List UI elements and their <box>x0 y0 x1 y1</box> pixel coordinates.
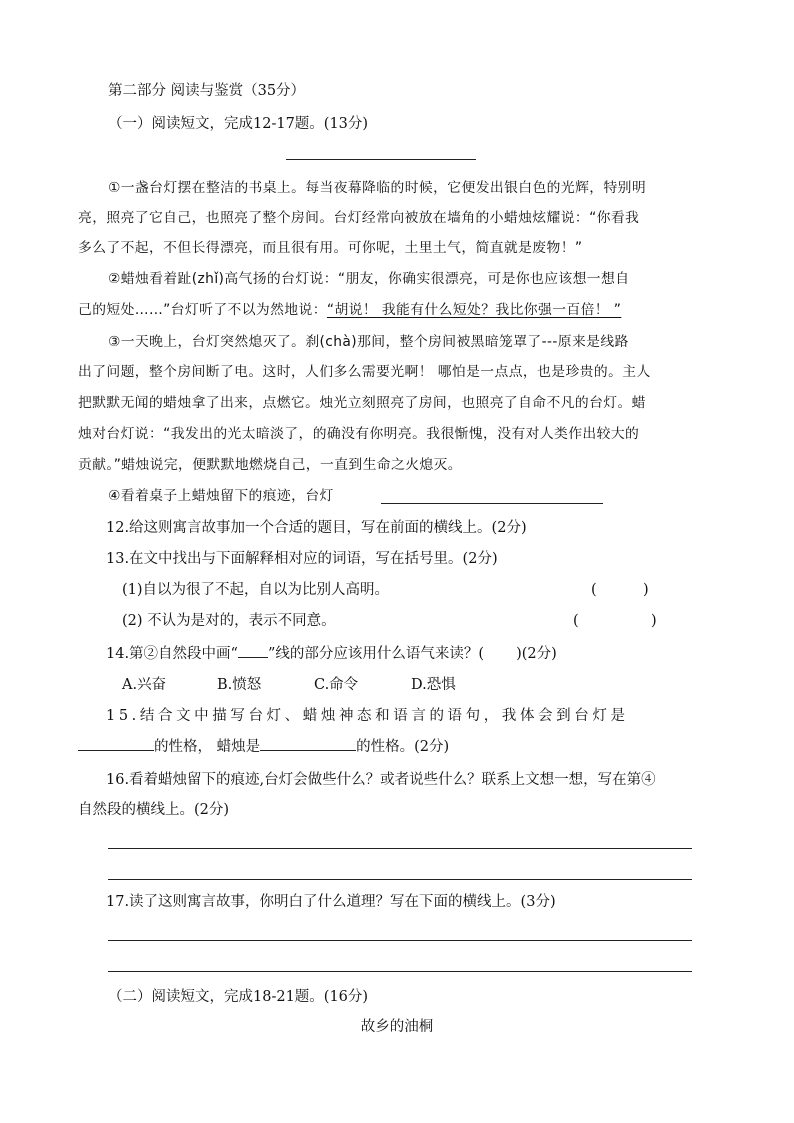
q15-candle-blank[interactable] <box>260 736 356 751</box>
question-13-2: (2) 不认为是对的，表示不同意。 <box>122 613 336 629</box>
story-p2-text: 己的短处……”台灯听了不以为然地说： <box>78 302 327 318</box>
q14-option-b[interactable]: B.愤怒 <box>217 677 262 693</box>
q14-text-a: 14.第②自然段中画“ <box>106 646 238 662</box>
story2-title: 故乡的油桐 <box>360 1019 434 1035</box>
q16-answer-line-1[interactable] <box>108 848 692 849</box>
q13-2-paren-open[interactable]: ( <box>573 613 579 629</box>
story-p3-line5: 贡献。”蜡烛说完，便默默地燃烧自己，一直到生命之火熄灭。 <box>78 457 462 473</box>
question-12: 12.给这则寓言故事加一个合适的题目，写在前面的横线上。(2分) <box>106 520 527 536</box>
story-p1-line3: 多么了不起，不但长得漂亮，而且很有用。可你呢，土里土气，简直就是废物！” <box>78 240 583 256</box>
part2-heading: （二）阅读短文，完成18-21题。(16分) <box>108 989 369 1005</box>
story-p1-line1: ①一盏台灯摆在整洁的书桌上。每当夜幕降临的时候，它便发出银白色的光辉，特别明 <box>108 180 647 196</box>
q14-line-sample <box>238 643 268 658</box>
q15-text-mid1: 的性格， 蜡烛是 <box>154 739 261 755</box>
q14-option-a[interactable]: A.兴奋 <box>122 677 167 693</box>
section-title: 第二部分 阅读与鉴赏（35分） <box>108 83 306 99</box>
q13-1-paren-open[interactable]: ( <box>591 582 597 598</box>
question-14 <box>106 643 557 664</box>
q17-answer-line-1[interactable] <box>108 940 692 941</box>
q13-1-paren-close[interactable]: ) <box>643 582 649 598</box>
story-p2-underlined: “胡说！ 我能有什么短处？我比你强一百倍！ ” <box>326 302 622 318</box>
q13-2-paren-close[interactable]: ) <box>651 613 657 629</box>
story-title-blank[interactable] <box>286 159 476 160</box>
story-p4: ④看着桌子上蜡烛留下的痕迹，台灯 <box>108 488 334 504</box>
question-13: 13.在文中找出与下面解释相对应的词语，写在括号里。(2分) <box>106 551 498 567</box>
story-p3-line2: 出了问题，整个房间断了电。这时，人们多么需要光啊！ 哪怕是一点点，也是珍贵的。主人 <box>78 364 651 380</box>
story-p2-line1: ②蜡烛看着趾(zhǐ)高气扬的台灯说：“朋友，你确实很漂亮，可是你也应该想一想自 <box>108 271 630 287</box>
story-p3-line4: 烛对台灯说：“我发出的光太暗淡了，的确没有你明亮。我很惭愧，没有对人类作出较大的 <box>78 426 640 442</box>
part1-heading: （一）阅读短文，完成12-17题。(13分) <box>108 116 369 132</box>
question-15-line2 <box>78 736 449 757</box>
q14-text-b: ”线的部分应该用什么语气来读？( <box>267 646 485 662</box>
question-13-1: (1)自以为很了不起，自以为比别人高明。 <box>122 582 390 598</box>
question-15-line1: 15.结合文中描写台灯、蜡烛神态和语言的语句，我体会到台灯是 <box>106 708 629 724</box>
q17-answer-line-2[interactable] <box>108 971 692 972</box>
question-17: 17.读了这则寓言故事，你明白了什么道理？写在下面的横线上。(3分) <box>106 894 556 910</box>
q14-option-d[interactable]: D.恐惧 <box>411 677 456 693</box>
q15-candle-lamp-blank[interactable] <box>78 736 154 751</box>
q16-answer-line-2[interactable] <box>108 879 692 880</box>
story-p2-line2 <box>78 300 621 320</box>
question-16-line2: 自然段的横线上。(2分) <box>78 802 230 818</box>
story-p3-line1: ③一天晚上，台灯突然熄灭了。刹(chà)那间，整个房间被黑暗笼罩了---原来是线路 <box>108 334 629 350</box>
q15-text-mid2: 的性格。(2分) <box>356 739 450 755</box>
q14-text-c: )(2分) <box>516 646 557 662</box>
q14-option-c[interactable]: C.命令 <box>314 677 359 693</box>
story-p1-line2: 亮，照亮了它自己，也照亮了整个房间。台灯经常向被放在墙角的小蜡烛炫耀说：“你看我 <box>78 210 640 226</box>
p4-answer-blank[interactable] <box>381 503 603 504</box>
question-16-line1: 16.看着蜡烛留下的痕迹,台灯会做些什么？或者说些什么？联系上文想一想，写在第④ <box>106 772 656 788</box>
story-p3-line3: 把默默无闻的蜡烛拿了出来，点燃它。烛光立刻照亮了房间，也照亮了自命不凡的台灯。蜡 <box>78 395 646 411</box>
